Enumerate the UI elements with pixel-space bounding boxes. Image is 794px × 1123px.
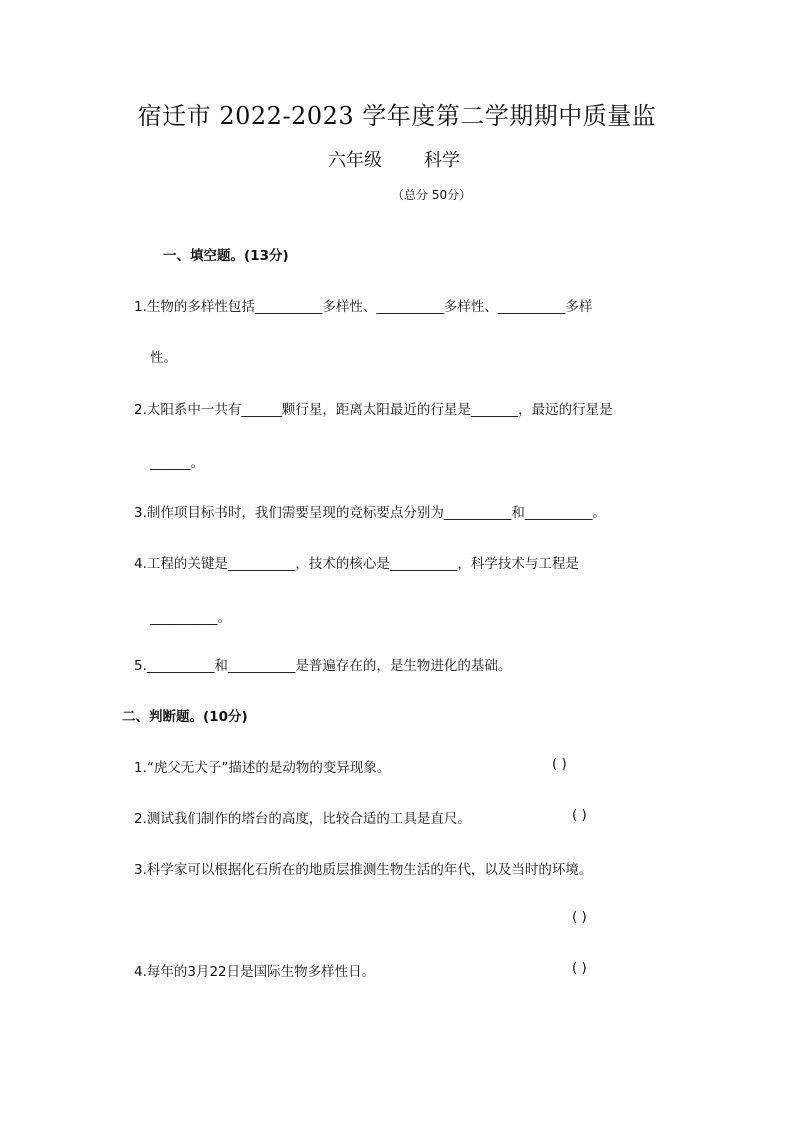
fill-question-1-cont: 性。 bbox=[150, 350, 177, 366]
section-heading-true-false: 二、判断题。(10分) bbox=[122, 709, 248, 725]
answer-parentheses: ( ) bbox=[572, 909, 587, 925]
answer-parentheses: ( ) bbox=[552, 756, 567, 772]
fill-question-1: 1.生物的多样性包括__________多样性、__________多样性、__________多样 bbox=[134, 299, 593, 315]
judge-question-3: 3.科学家可以根据化石所在的地质层推测生物生活的年代，以及当时的环境。 bbox=[134, 862, 593, 878]
section-heading-fill-blank: 一、填空题。(13分) bbox=[163, 248, 289, 264]
total-score: （总分 50分） bbox=[392, 188, 472, 202]
page-title: 宿迁市 2022-2023 学年度第二学期期中质量监 bbox=[137, 102, 657, 130]
fill-question-5: 5.__________和__________是普遍存在的，是生物进化的基础。 bbox=[134, 658, 512, 674]
judge-question-1: 1.“虎父无犬子”描述的是动物的变异现象。 bbox=[134, 760, 391, 776]
answer-parentheses: ( ) bbox=[572, 960, 587, 976]
fill-question-4-cont: __________。 bbox=[150, 610, 231, 626]
fill-question-3: 3.制作项目标书时，我们需要呈现的竞标要点分别为__________和__________。 bbox=[134, 505, 606, 521]
fill-question-2: 2.太阳系中一共有______颗行星，距离太阳最近的行星是_______，最远的行星是 bbox=[134, 402, 613, 418]
judge-question-4: 4.每年的3月22日是国际生物多样性日。 bbox=[134, 964, 376, 980]
judge-question-2: 2.测试我们制作的塔台的高度，比较合适的工具是直尺。 bbox=[134, 811, 471, 827]
fill-question-2-cont: ______。 bbox=[150, 455, 204, 471]
answer-parentheses: ( ) bbox=[572, 807, 587, 823]
fill-question-4: 4.工程的关键是__________，技术的核心是__________，科学技术与工程是 bbox=[134, 556, 579, 572]
subject-label: 科学 bbox=[424, 150, 460, 171]
grade-label: 六年级 bbox=[328, 150, 382, 171]
